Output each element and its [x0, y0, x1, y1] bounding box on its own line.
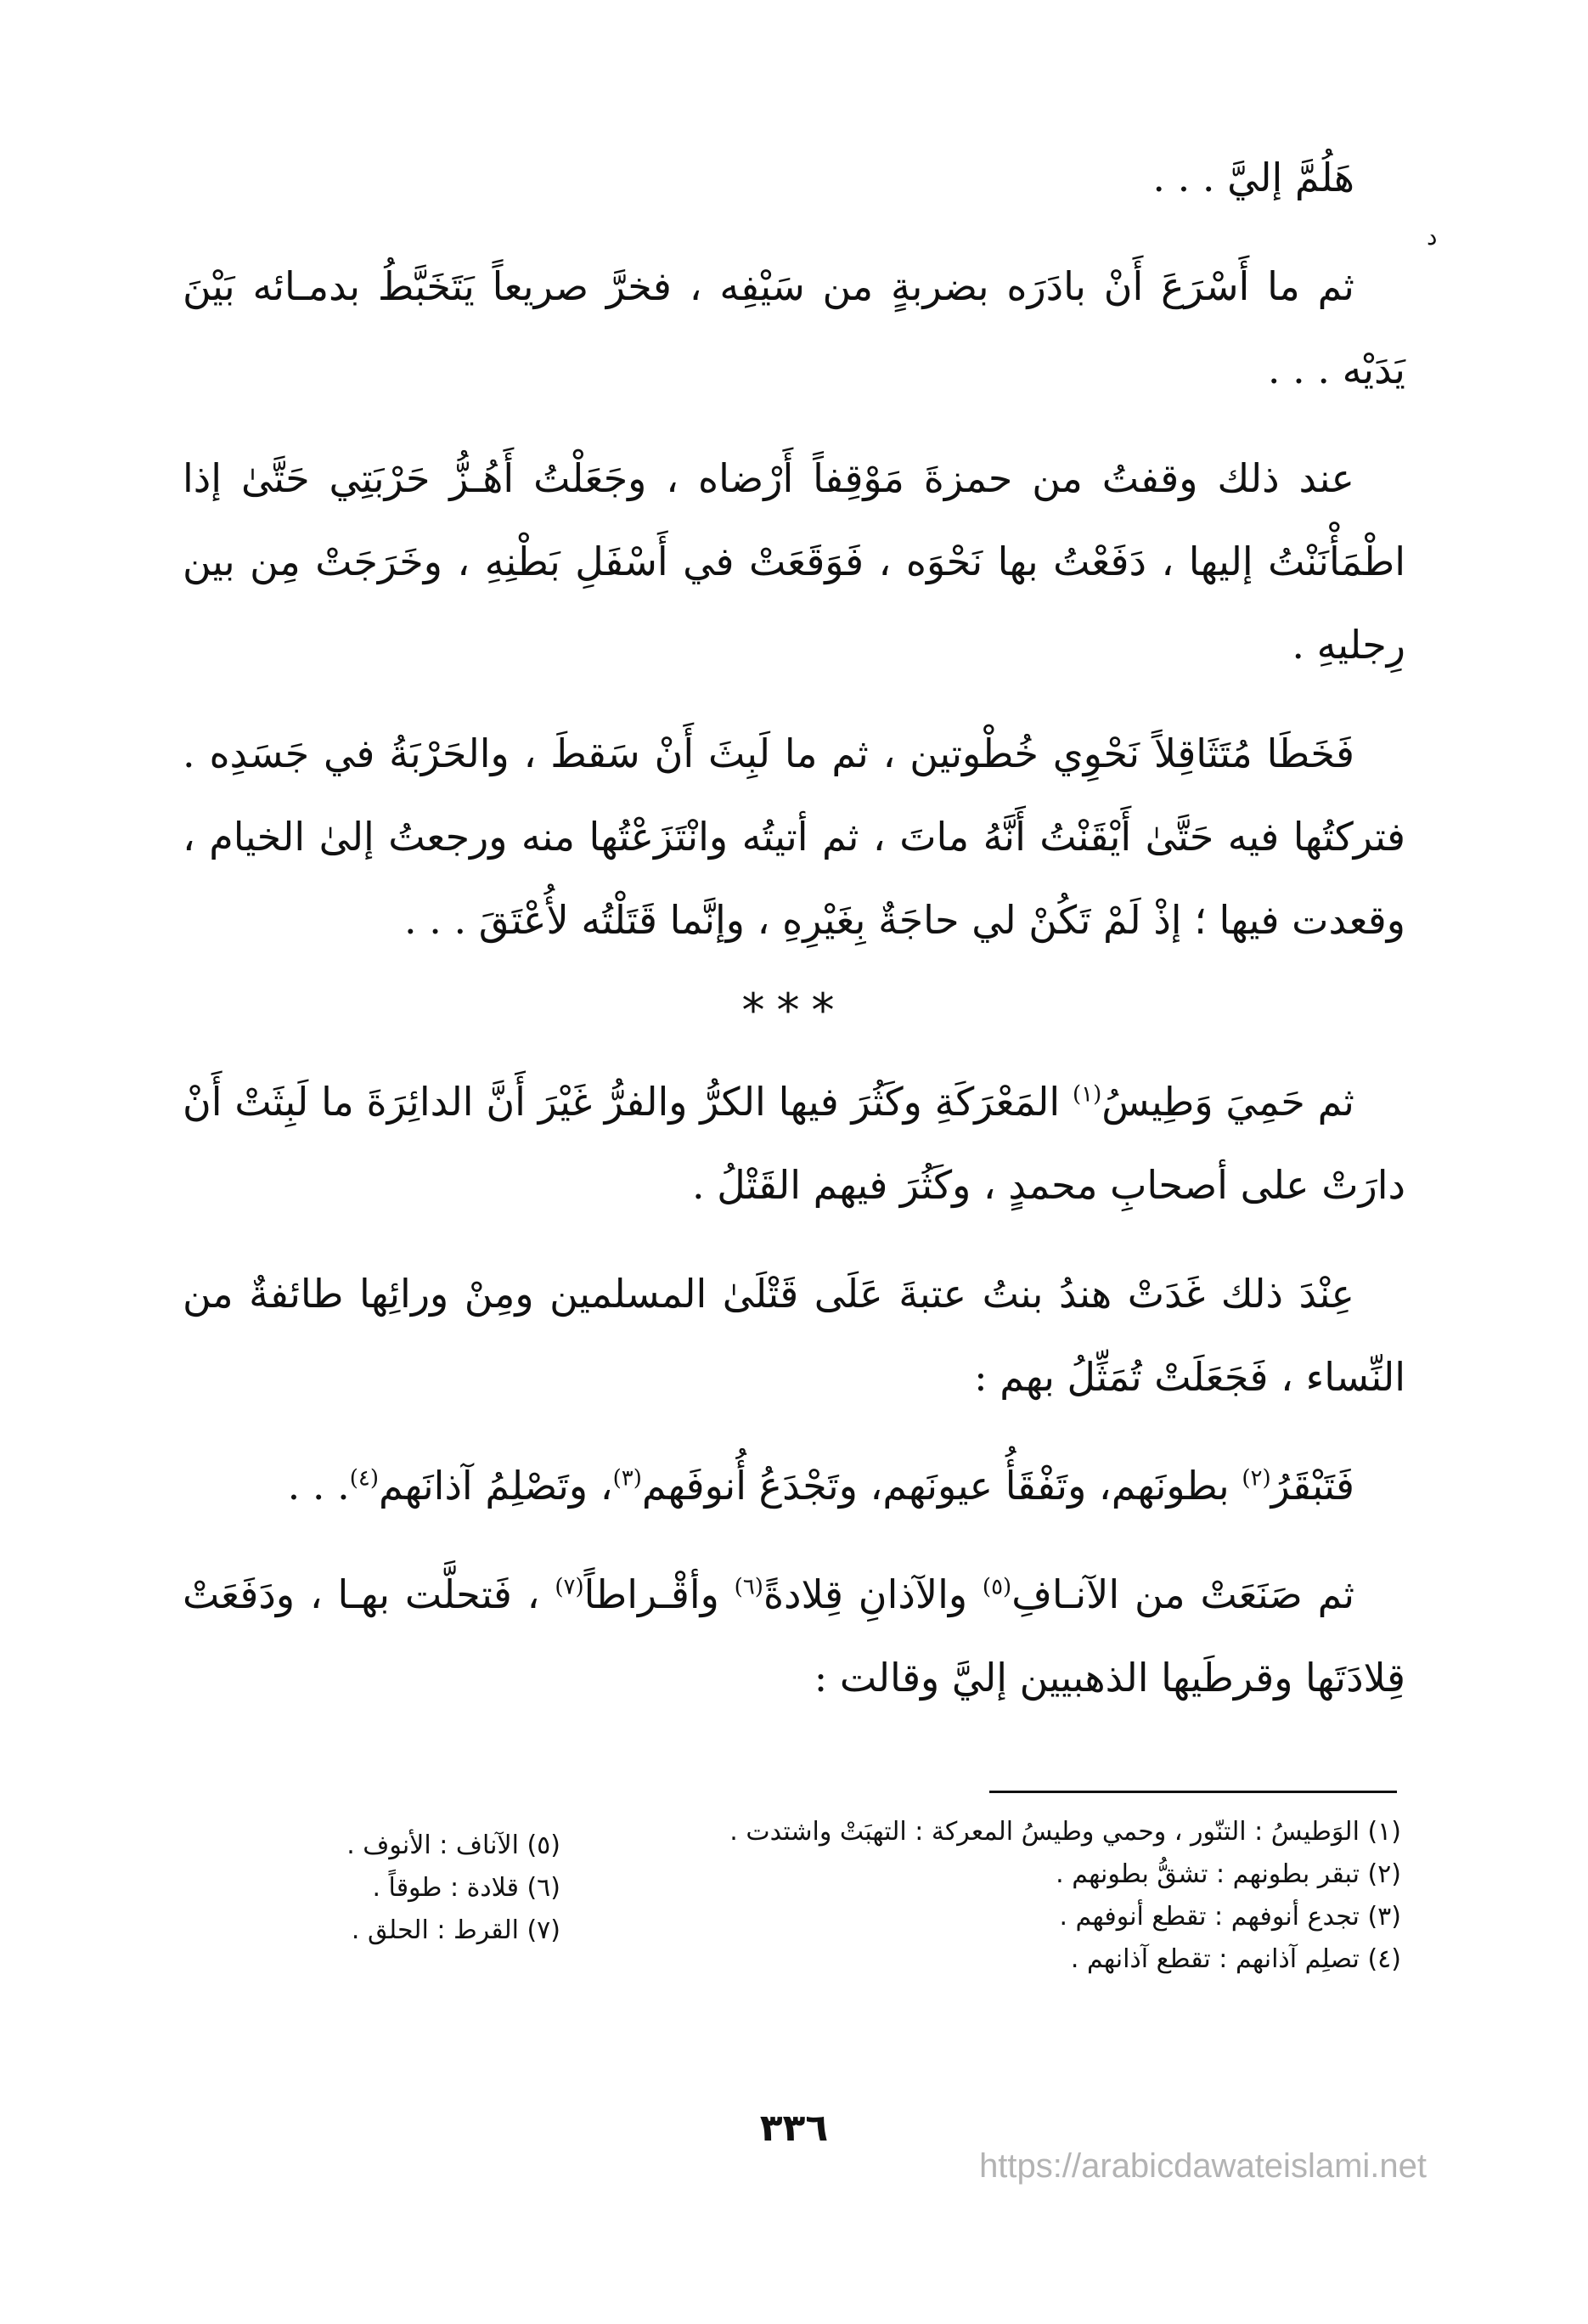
footnote-ref-5: (٥) [982, 1574, 1012, 1600]
footnote-1: (١) الوَطيسُ : التنّور ، وحمي وطيسُ المعركة : التهبَتْ واشتدت . [729, 1817, 1401, 1847]
paragraph-8-part-4: ، فَتحلَّت بهـا ، ودَفَعَتْ قِلادَتَها وقرطَيها الذهبيين إليَّ وقالت : [183, 1571, 1405, 1701]
footnote-ref-4: (٤) [349, 1465, 380, 1492]
main-text-block-2 [183, 1060, 1405, 1745]
section-separator: *** [741, 984, 847, 1037]
watermark-url: https://arabicdawateislami.net [979, 2147, 1427, 2185]
paragraph-7-part-2: بطونَهم، وتَفْقَأُ عيونَهم، وتَجْدَعُ أُنوفَهم [641, 1463, 1242, 1509]
footnote-2: (٢) تبقر بطونهم : تشقُّ بطونهم . [1056, 1859, 1401, 1889]
footnotes-left-column [255, 1825, 560, 1952]
footnotes-right-column [637, 1811, 1401, 1981]
paragraph-8-part-2: والآذانِ قِلادةً [763, 1571, 983, 1617]
paragraph-4: فَخَطَا مُتَثَاقِلاً نَحْوِي خُطْوتين ، ثم ما لَبِثَ أَنْ سَقطَ ، والحَرْبَةُ في جَسَدِه . فتركتُها فيه حَتَّىٰ أَيْقَنْتُ أَنَّهُ ماتَ ، ثم أتيتُه وانْتَزَعْتُها منه ورجعتُ إلىٰ الخيام ، وقعدت فيها ؛ إذْ لَمْ تَكُنْ لي حاجَةٌ بِغَيْرِهِ ، وإنَّما قَتَلْتُه لأُعْتَقَ . . . [183, 730, 1405, 943]
footnote-ref-6: (٦) [734, 1574, 763, 1600]
paragraph-7-part-1: فَتَبْقَرُ [1270, 1463, 1354, 1509]
paragraph-8 [183, 1553, 1405, 1719]
page-number: ٣٣٦ [759, 2107, 829, 2150]
footnote-3: (٣) تجدع أنوفهم : تقطع أنوفهم . [1059, 1902, 1401, 1932]
footnote-divider [989, 1791, 1397, 1793]
paragraph-6 [183, 1252, 1405, 1419]
paragraph-5 [183, 1060, 1405, 1227]
paragraph-6-text: عِنْدَ ذلك غَدَتْ هندُ بنتُ عتبةَ عَلَى قَتْلَىٰ المسلمين ومِنْ ورائِها طائفةٌ من النِّساء ، فَجَعَلَتْ تُمَثِّلُ بهم : [183, 1271, 1405, 1400]
footnote-5: (٥) الآناف : الأنوف . [346, 1830, 560, 1860]
paragraph-7-part-4: . . . [287, 1463, 350, 1509]
paragraph-5-end: المَعْرَكَةِ وكَثُرَ فيها الكرُّ والفرُّ غَيْرَ أَنَّ الدائِرَةَ ما لَبِثَتْ أَنْ دارَتْ على أصحابِ محمدٍ ، وكَثُرَ فيهم القَتْلُ . [183, 1079, 1405, 1208]
footnote-ref-1: (١) [1072, 1081, 1102, 1108]
paragraph-1: هَلُمَّ إليَّ . . . [1152, 155, 1354, 200]
paragraph-7 [183, 1444, 1405, 1527]
footnote-ref-3: (٣) [612, 1465, 642, 1492]
footnote-4: (٤) تصلِم آذانهم : تقطع آذانهم . [1070, 1944, 1401, 1974]
footnote-ref-7: (٧) [555, 1574, 584, 1600]
paragraph-8-part-3: وأقْـراطاً [583, 1571, 735, 1617]
paragraph-7-part-3: ، وتَصْلِمُ آذانَهم [379, 1463, 613, 1509]
paragraph-3: عند ذلك وقفتُ من حمزةَ مَوْقِفاً أَرْضاه ، وجَعَلْتُ أَهُـزُّ حَرْبَتِي حَتَّىٰ إذا اطْمَأْنَنْتُ إليها ، دَفَعْتُ بها نَحْوَه ، فَوَقَعَتْ في أَسْفَلِ بَطْنِهِ ، وخَرَجَتْ مِن بين رِجليهِ . [183, 455, 1405, 668]
paragraph-5-start: ثم حَمِيَ وَطِيسُ [1101, 1079, 1354, 1125]
margin-mark: د [1427, 223, 1438, 251]
footnote-6: (٦) قلادة : طوقاً . [372, 1873, 560, 1903]
main-text-block [183, 136, 1405, 987]
paragraph-2: ثم ما أَسْرَعَ أَنْ بادَرَه بضربةٍ من سَيْفِه ، فخرَّ صريعاً يَتَخَبَّطُ بدمـائه بَيْنَ يَدَيْه . . . [183, 263, 1405, 392]
footnote-7: (٧) القرط : الحلق . [351, 1915, 560, 1945]
paragraph-8-part-1: ثم صَنَعَتْ من الآنـافِ [1011, 1571, 1355, 1617]
footnote-ref-2: (٢) [1242, 1465, 1271, 1492]
